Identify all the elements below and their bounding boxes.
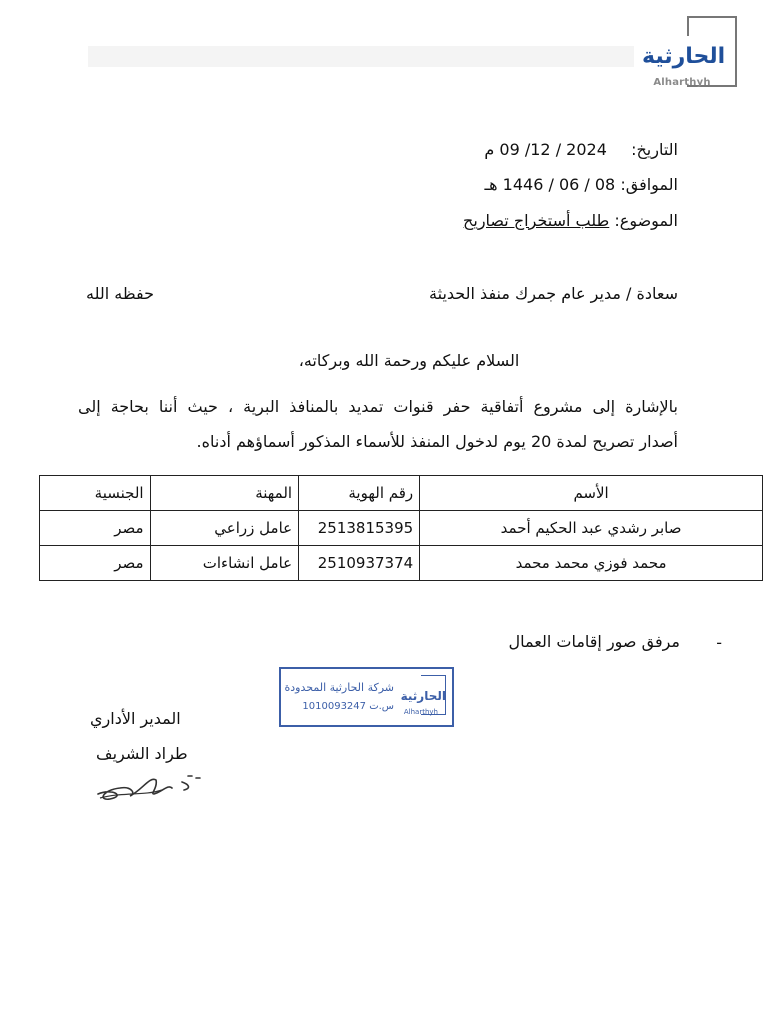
stamp-registration: س.ت 1010093247 bbox=[302, 701, 394, 712]
subject-line bbox=[463, 211, 678, 230]
header-nationality: الجنسية bbox=[40, 476, 151, 511]
body-line-2: أصدار تصريح لمدة 20 يوم لدخول المنفذ للأسماء المذكور أسماؤهم أدناه. bbox=[196, 432, 678, 451]
date-value: 2024 / 12/ 09 م bbox=[484, 140, 607, 159]
recipient-blessing: حفظه الله bbox=[86, 284, 154, 303]
header-bar bbox=[88, 46, 634, 67]
cell-job: عامل انشاءات bbox=[150, 546, 299, 581]
handwritten-signature bbox=[92, 766, 222, 804]
recipient: سعادة / مدير عام جمرك منفذ الحديثة bbox=[429, 284, 678, 303]
header-name: الأسم bbox=[420, 476, 763, 511]
cell-id: 2510937374 bbox=[299, 546, 420, 581]
subject-value: طلب أستخراج تصاريح bbox=[463, 211, 610, 230]
header-id: رقم الهوية bbox=[299, 476, 420, 511]
cell-name: صابر رشدي عبد الحكيم أحمد bbox=[420, 511, 763, 546]
stamp-logo-english: Alharthyh bbox=[403, 708, 438, 716]
attachment-note: مرفق صور إقامات العمال bbox=[508, 632, 680, 651]
header-job: المهنة bbox=[150, 476, 299, 511]
cell-id: 2513815395 bbox=[299, 511, 420, 546]
attachment-dash: - bbox=[716, 633, 722, 652]
hijri-label: الموافق: bbox=[620, 175, 678, 194]
subject-label: الموضوع: bbox=[614, 211, 678, 230]
greeting: السلام عليكم ورحمة الله وبركاته، bbox=[298, 351, 520, 370]
cell-nationality: مصر bbox=[40, 511, 151, 546]
signatory-title: المدير الأداري bbox=[90, 709, 181, 728]
company-logo-english: Alharthyh bbox=[653, 77, 711, 88]
table-row bbox=[40, 546, 763, 581]
workers-table bbox=[39, 475, 763, 581]
table-row bbox=[40, 511, 763, 546]
hijri-date-line bbox=[484, 175, 678, 194]
date-label: التاريخ: bbox=[631, 140, 678, 159]
cell-nationality: مصر bbox=[40, 546, 151, 581]
date-line bbox=[484, 140, 678, 159]
hijri-value: 08 / 06 / 1446 هـ bbox=[484, 175, 616, 194]
stamp-company-name: شركة الحارثية المحدودة bbox=[284, 681, 394, 694]
cell-name: محمد فوزي محمد محمد bbox=[420, 546, 763, 581]
body-line-1: بالإشارة إلى مشروع أتفاقية حفر قنوات تمديد بالمنافذ البرية ، حيث أننا بحاجة إلى bbox=[78, 397, 678, 416]
stamp-logo-arabic: الحارثية bbox=[400, 689, 446, 703]
signatory-name: طراد الشريف bbox=[96, 744, 188, 763]
cell-job: عامل زراعي bbox=[150, 511, 299, 546]
table-header-row bbox=[40, 476, 763, 511]
company-stamp bbox=[279, 667, 454, 727]
company-logo-arabic: الحارثية bbox=[642, 44, 726, 69]
